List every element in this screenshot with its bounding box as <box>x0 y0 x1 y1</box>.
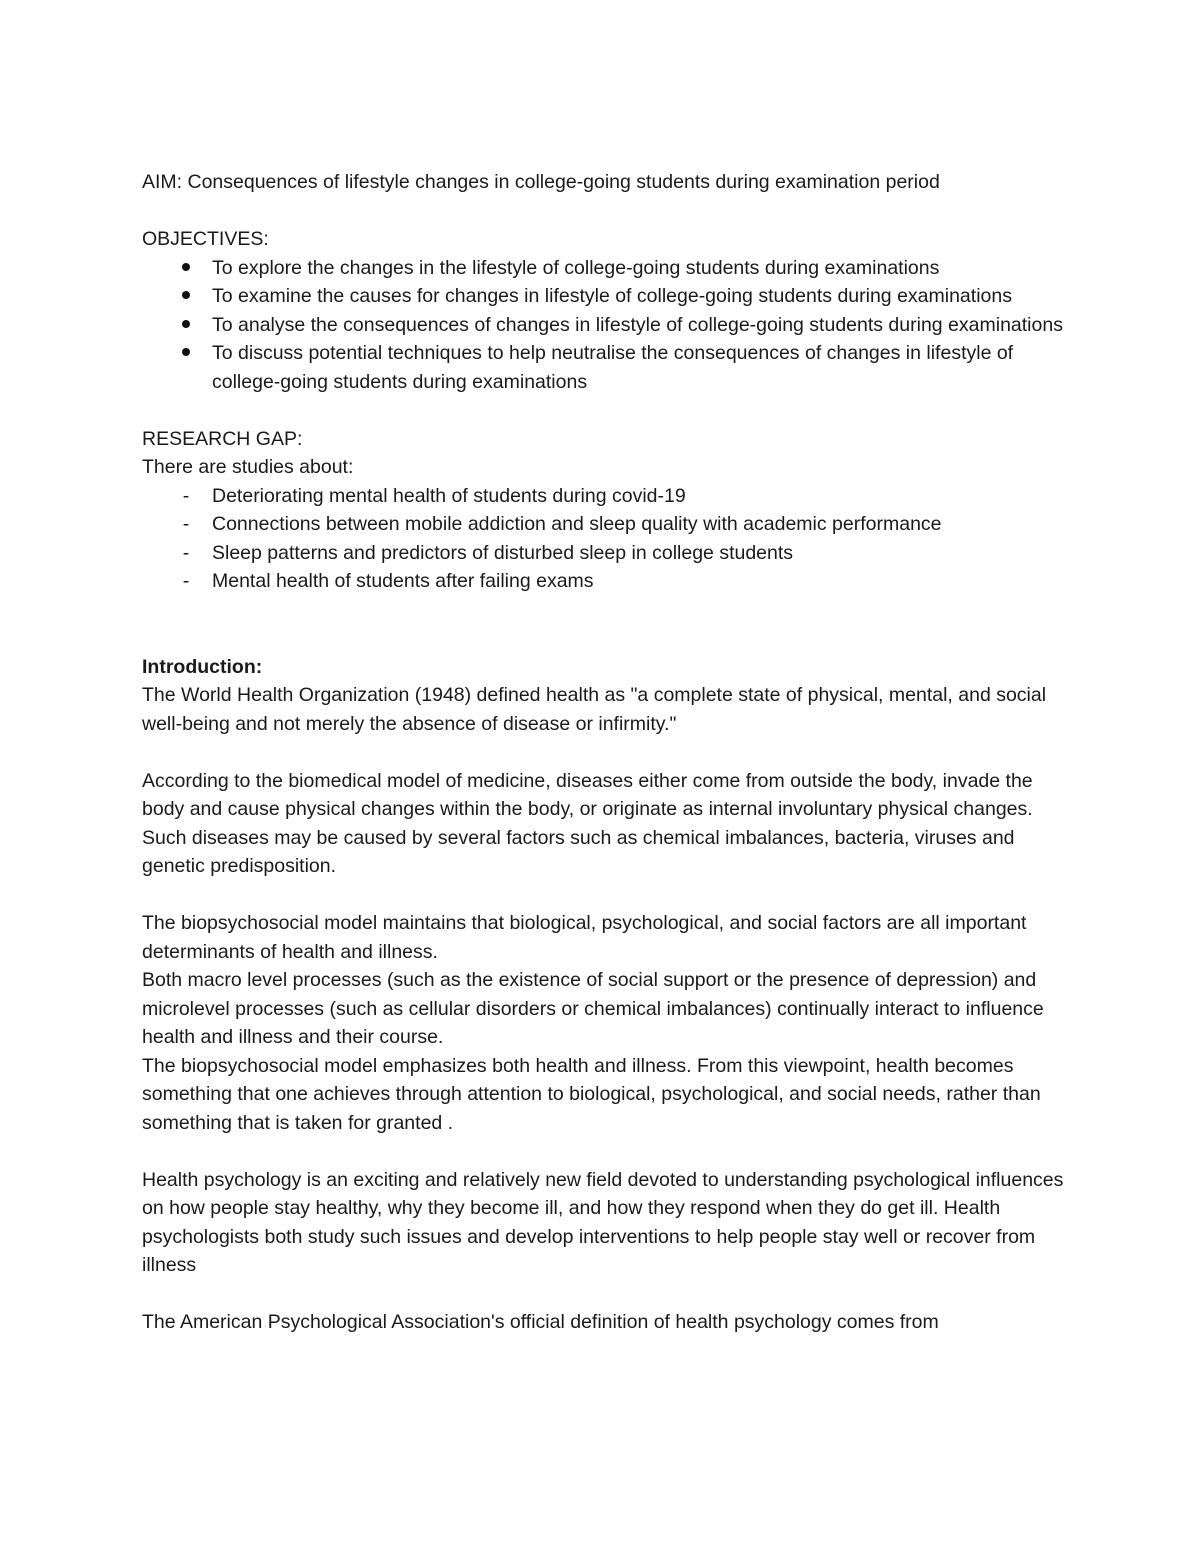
spacer <box>142 624 1072 653</box>
objective-text: To discuss potential techniques to help neutralise the consequences of changes in lifestyle of college-going students during examinations <box>212 342 1014 393</box>
spacer <box>142 596 1072 625</box>
intro-paragraph-apa: The American Psychological Association's official definition of health psychology comes from <box>142 1311 939 1333</box>
dash-marker: - <box>182 484 190 507</box>
dash-marker: - <box>182 541 190 564</box>
research-gap-item <box>142 567 1072 596</box>
intro-paragraph-health-psychology: Health psychology is an exciting and relatively new field devoted to understanding psychological influences on how people stay healthy, why they become ill, and how they respond when they do get ill. Health psychologists both study such issues and develop interventions to help people stay well or recover from illness <box>142 1168 1064 1276</box>
spacer <box>142 1137 1072 1166</box>
objective-text: To analyse the consequences of changes in lifestyle of college-going students during examinations <box>212 313 1063 336</box>
bullet-dot-icon <box>176 282 196 311</box>
bullet-dot-icon <box>176 339 196 368</box>
objective-item <box>142 311 1072 340</box>
intro-paragraph-emphasis: The biopsychosocial model emphasizes both health and illness. From this viewpoint, health becomes something that one achieves through attention to biological, psychological, and social needs, rather than something that is taken for granted . <box>142 1054 1041 1134</box>
document-page <box>142 168 1072 1337</box>
dash-marker: - <box>182 570 190 592</box>
research-gap-intro: There are studies about: <box>142 456 354 478</box>
intro-paragraph-who: The World Health Organization (1948) defined health as "a complete state of physical, mental, and social well-being and not merely the absence of disease or infirmity." <box>142 684 1047 735</box>
intro-paragraph-processes: Both macro level processes (such as the existence of social support or the presence of depression) and microlevel processes (such as cellular disorders or chemical imbalances) continually interact to influence health and illness and their course. <box>142 969 1044 1048</box>
research-gap-text: Deteriorating mental health of students during covid-19 <box>212 484 686 507</box>
research-gap-item <box>142 482 1072 511</box>
objectives-heading: OBJECTIVES: <box>142 228 269 250</box>
research-gap-text: Connections between mobile addiction and sleep quality with academic performance <box>212 513 942 535</box>
research-gap-text: Sleep patterns and predictors of disturbed sleep in college students <box>212 541 794 564</box>
research-gap-item <box>142 510 1072 539</box>
objective-item <box>142 254 1072 283</box>
research-gap-list <box>142 482 1072 596</box>
objective-item <box>142 282 1072 311</box>
aim-line: AIM: Consequences of lifestyle changes in college-going students during examination period <box>142 171 940 193</box>
bullet-dot-icon <box>176 311 196 340</box>
objective-item <box>142 339 1072 396</box>
spacer <box>142 396 1072 425</box>
research-gap-text: Mental health of students after failing exams <box>212 570 594 592</box>
intro-paragraph-biomedical: According to the biomedical model of medicine, diseases either come from outside the body, invade the body and cause physical changes within the body, or originate as internal involuntary physical changes. Such diseases may be caused by several factors such as chemical imbalances, bacteria, viruses and genetic predisposition. <box>142 769 1033 877</box>
intro-paragraph-biopsychosocial: The biopsychosocial model maintains that biological, psychological, and social factors are all important determinants of health and illness. <box>142 912 1027 963</box>
bullet-dot-icon <box>176 254 196 283</box>
spacer <box>142 881 1072 910</box>
research-gap-item <box>142 539 1072 568</box>
objectives-list <box>142 254 1072 397</box>
introduction-heading: Introduction: <box>142 655 263 678</box>
objective-text: To explore the changes in the lifestyle of college-going students during examinations <box>212 256 940 279</box>
spacer <box>142 1280 1072 1309</box>
research-gap-heading: RESEARCH GAP: <box>142 427 303 450</box>
spacer <box>142 197 1072 226</box>
spacer <box>142 738 1072 767</box>
objective-text: To examine the causes for changes in lifestyle of college-going students during examinations <box>212 285 1012 307</box>
dash-marker: - <box>182 513 190 535</box>
